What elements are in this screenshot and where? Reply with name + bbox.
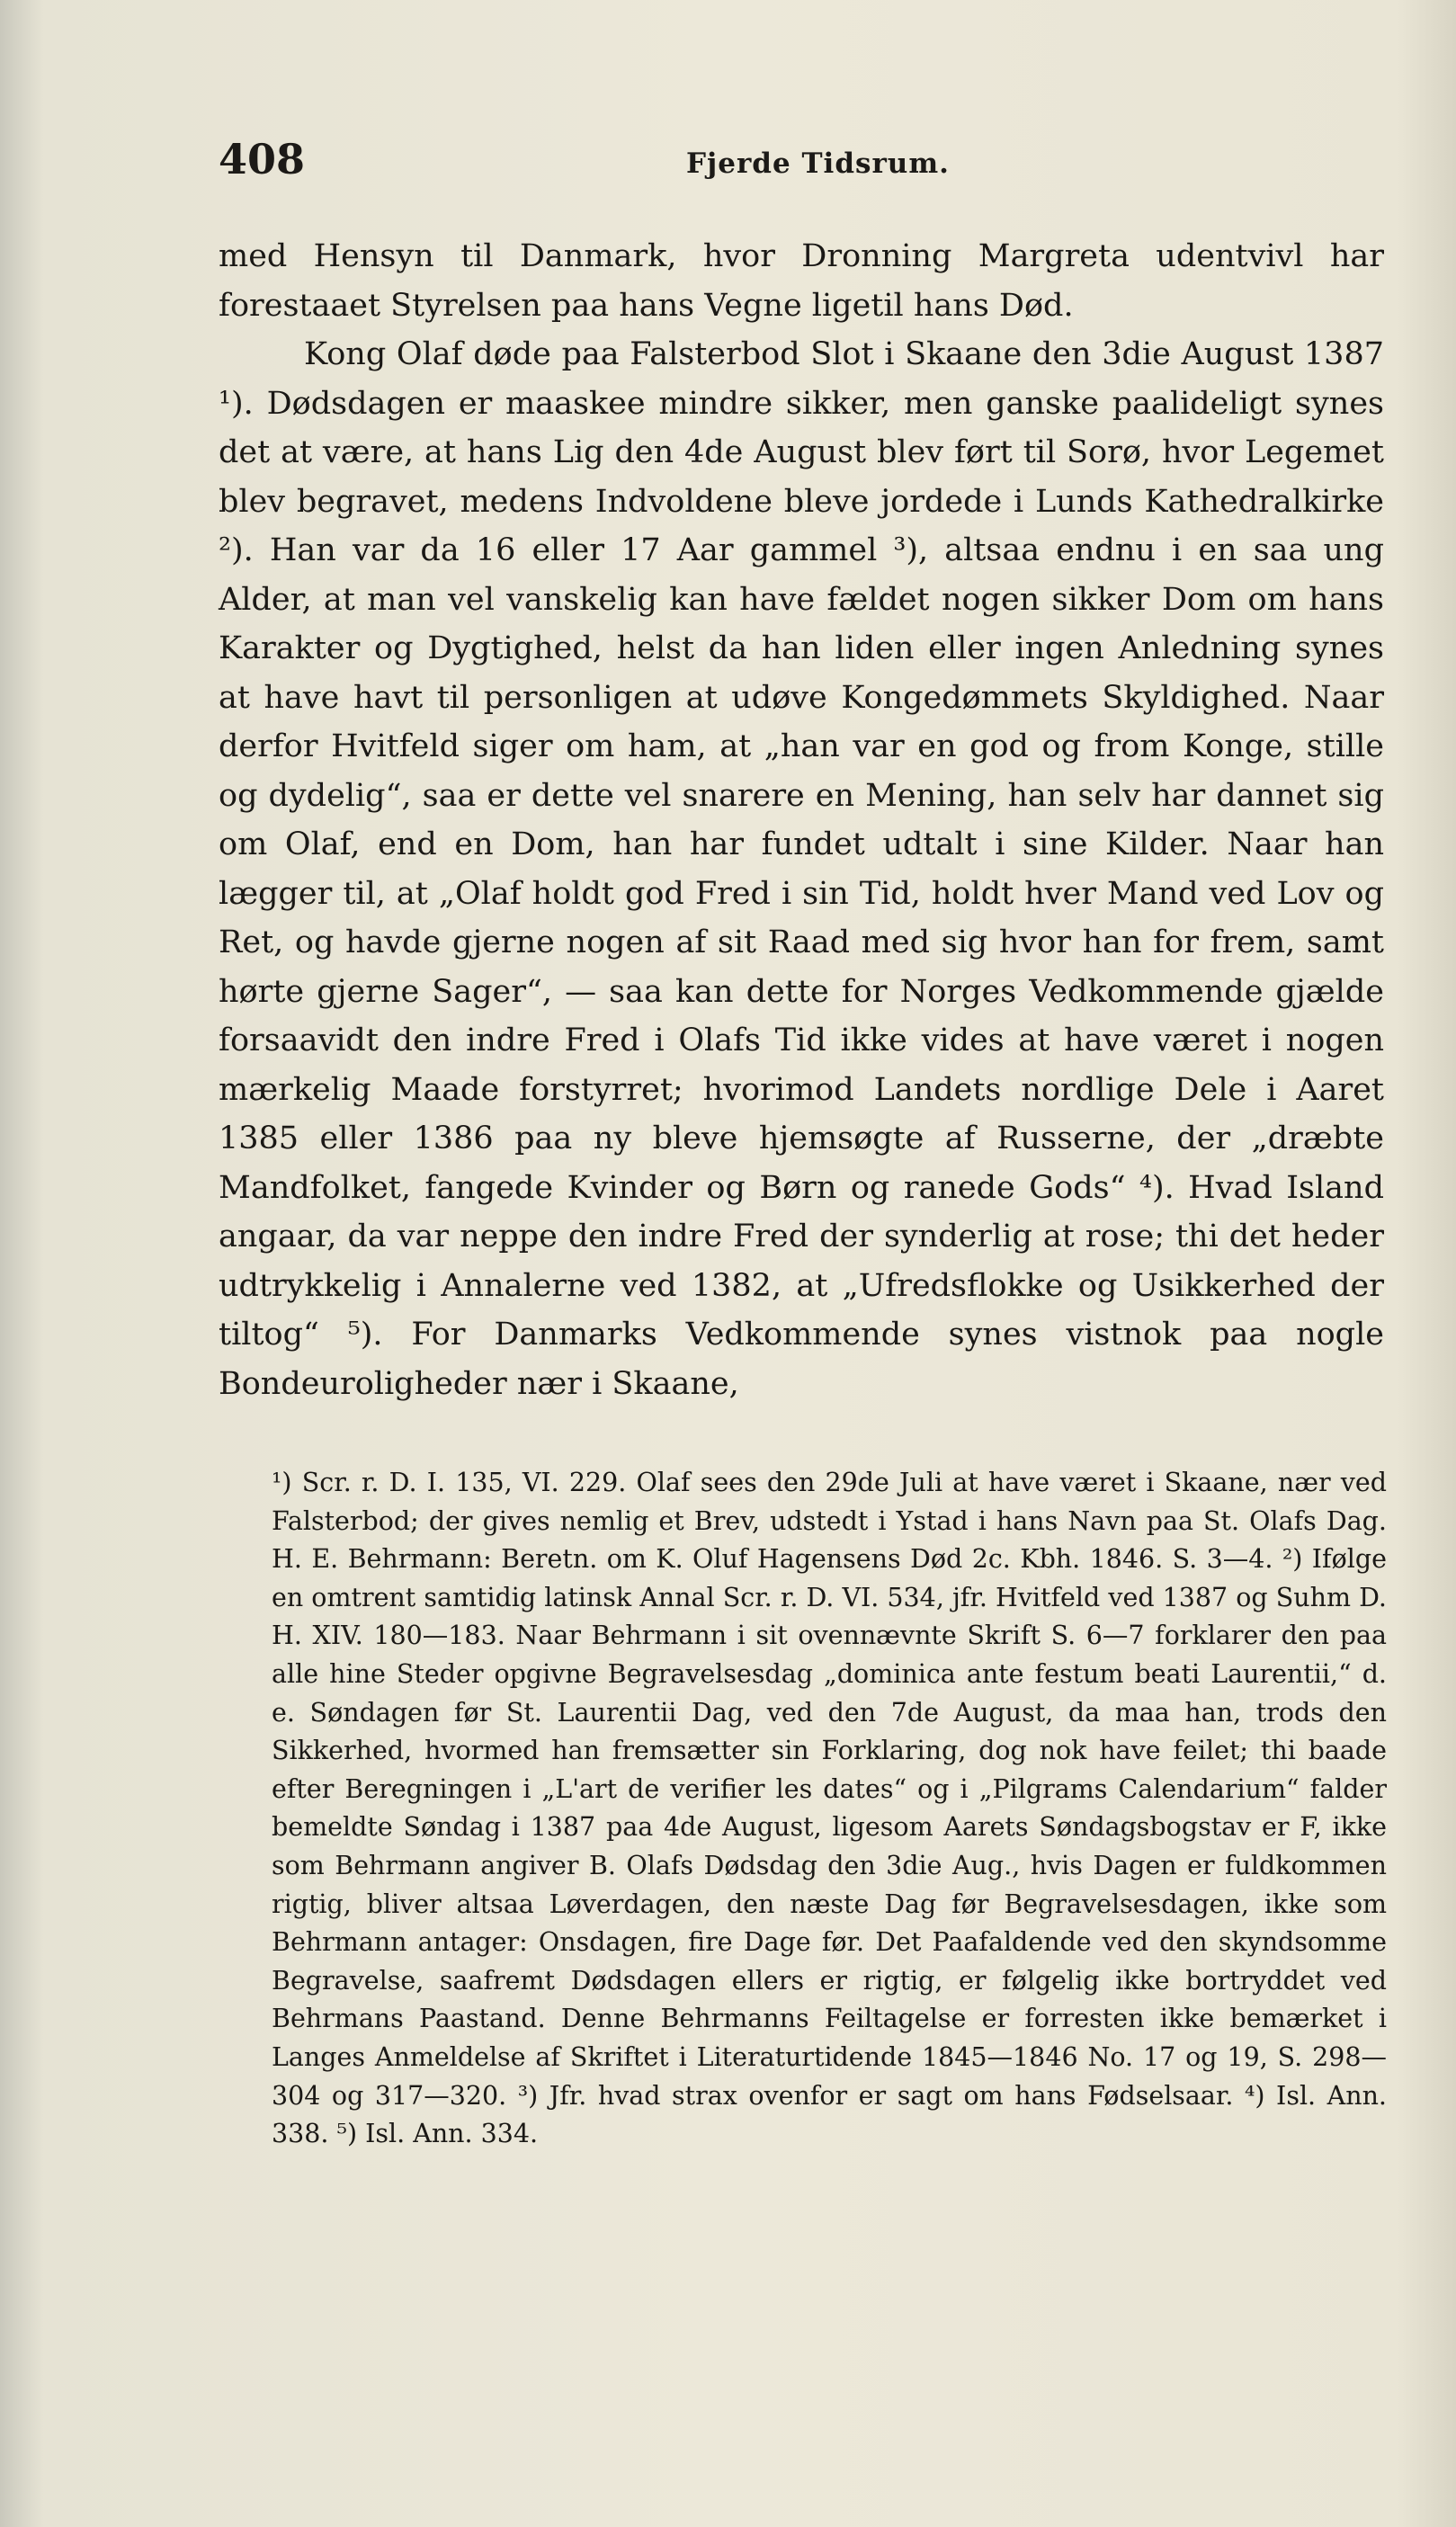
- footnote-text: ¹) Scr. r. D. I. 135, VI. 229. Olaf sees den 29de Juli at have været i Skaane, nær ved Falsterbod; der gives nemlig et Brev, udstedt i Ystad i hans Navn paa St. Olafs Dag. H. E. Behrmann: Beretn. om K. Oluf Hagensens Død 2c. Kbh. 1846. S. 3—4. ²) Ifølge en omtrent samtidig latinsk Annal Scr. r. D. VI. 534, jfr. Hvitfeld ved 1387 og Suhm D. H. XIV. 180—183. Naar Behrmann i sit ovennævnte Skrift S. 6—7 forklarer den paa alle hine Steder opgivne Begravelsesdag „dominica ante festum beati Laurentii,“ d. e. Søndagen før St. Laurentii Dag, ved den 7de August, da maa han, trods den Sikkerhed, hvormed han fremsætter sin Forklaring, dog nok have feilet; thi baade efter Beregningen i „L'art de verifier les dates“ og i „Pilgrams Calendarium“ falder bemeldte Søndag i 1387 paa 4de August, ligesom Aarets Søndagsbogstav er F, ikke som Behrmann angiver B. Olafs Dødsdag den 3die Aug., hvis Dagen er fuldkommen rigtig, bliver altsaa Løverdagen, den næste Dag før Begravelsesdagen, ikke som Behrmann antager: Onsdagen, fire Dage før. Det Paafaldende ved den skyndsomme Begravelse, saafremt Dødsdagen ellers er rigtig, er følgelig ikke bortryddet ved Behrmans Paastand. Denne Behrmanns Feiltagelse er forresten ikke bemærket i Langes Anmeldelse af Skriftet i Literaturtidende 1845—1846 No. 17 og 19, S. 298—304 og 317—320. ³) Jfr. hvad strax ovenfor er sagt om hans Fødselsaar. ⁴) Isl. Ann. 338. ⁵) Isl. Ann. 334.: [272, 1468, 1387, 2149]
- page-number: 408: [219, 135, 306, 183]
- running-head: Fjerde Tidsrum.: [686, 147, 950, 180]
- page-header: [219, 135, 1388, 189]
- footnotes: [272, 1464, 1387, 2154]
- paragraph: med Hensyn til Danmark, hvor Dronning Margreta udentvivl har forestaaet Styrelsen paa hans Vegne ligetil hans Død.: [219, 238, 1384, 324]
- paragraph: Kong Olaf døde paa Falsterbod Slot i Skaane den 3die August 1387 ¹). Dødsdagen er maaskee mindre sikker, men ganske paalideligt synes det at være, at hans Lig den 4de August blev ført til Sorø, hvor Legemet blev begravet, medens Indvoldene bleve jordede i Lunds Kathedralkirke ²). Han var da 16 eller 17 Aar gammel ³), altsaa endnu i en saa ung Alder, at man vel vanskelig kan have fældet nogen sikker Dom om hans Karakter og Dygtighed, helst da han liden eller ingen Anledning synes at have havt til personligen at udøve Kongedømmets Skyldighed. Naar derfor Hvitfeld siger om ham, at „han var en god og from Konge, stille og dydelig“, saa er dette vel snarere en Mening, han selv har dannet sig om Olaf, end en Dom, han har fundet udtalt i sine Kilder. Naar han lægger til, at „Olaf holdt god Fred i sin Tid, holdt hver Mand ved Lov og Ret, og havde gjerne nogen af sit Raad med sig hvor han for frem, samt hørte gjerne Sager“, — saa kan dette for Norges Vedkommende gjælde forsaavidt den indre Fred i Olafs Tid ikke vides at have været i nogen mærkelig Maade forstyrret; hvorimod Landets nordlige Dele i Aaret 1385 eller 1386 paa ny bleve hjemsøgte af Russerne, der „dræbte Mandfolket, fangede Kvinder og Børn og ranede Gods“ ⁴). Hvad Island angaar, da var neppe den indre Fred der synderlig at rose; thi det heder udtrykkelig i Annalerne ved 1382, at „Ufredsflokke og Usikkerhed der tiltog“ ⁵). For Danmarks Vedkommende synes vistnok paa nogle Bondeuroligheder nær i Skaane,: [219, 336, 1384, 1402]
- main-text: [219, 232, 1384, 1408]
